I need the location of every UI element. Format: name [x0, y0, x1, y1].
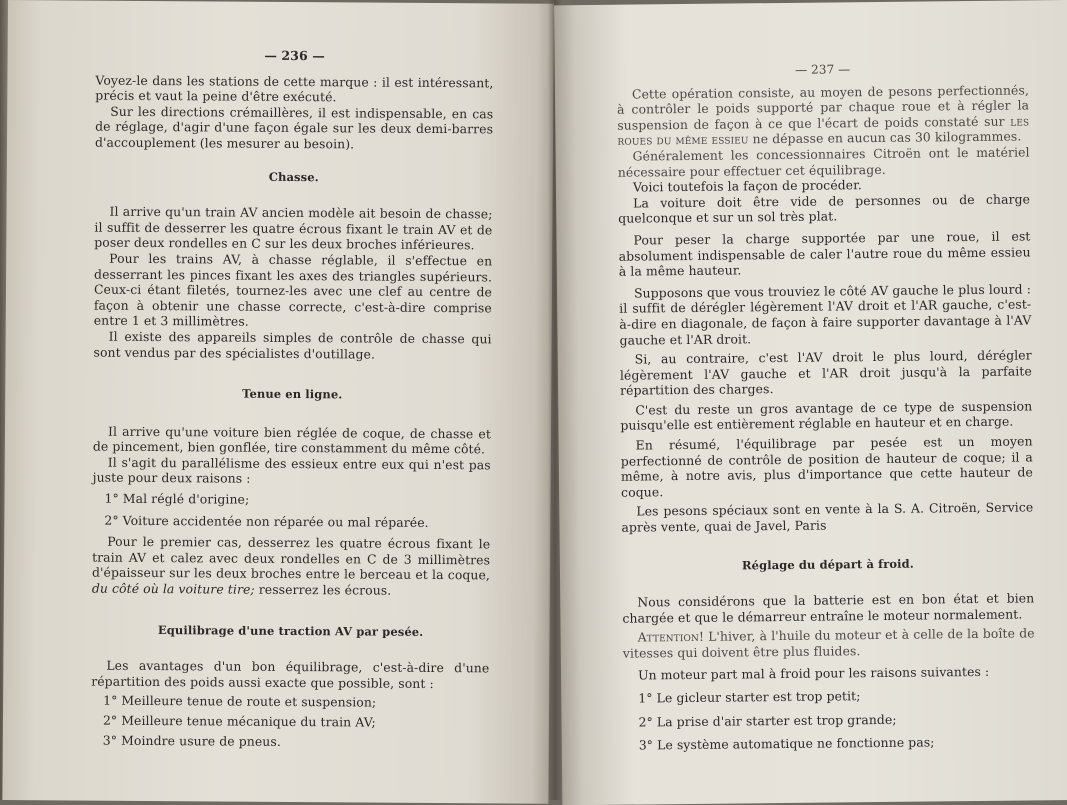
paragraph-text: Pour le premier cas, desserrez les quatre écrous fixant le train AV et calez avec deux rondelles en C de 3 millimètres d'épaisseur sur les deux broches entre le berceau et la coque,: [91, 533, 491, 583]
paragraph: En résumé, l'équilibrage par pesée est un moyen perfectionné de contrôle de position de hauteur de coque; il a même, à notre avis, plus d'importance que cette hauteur de coque.: [620, 433, 1034, 500]
list-item: 1° Mal réglé d'origine;: [104, 490, 250, 507]
paragraph-italic-text: du côté où la voiture tire;: [91, 580, 255, 597]
paragraph: Il arrive qu'un train AV ancien modèle ait besoin de chasse; il suffit de desserrer les quatre écrous fixant le train AV et de poser deux rondelles en C sur les deux broches inférieures.: [94, 203, 493, 253]
list-item: 1° Le gicleur starter est trop petit;: [638, 688, 861, 706]
paragraph: [623, 626, 1035, 662]
list-item: 1° Meilleure tenue de route et suspension;: [103, 693, 377, 710]
paragraph-text: L'hiver, à l'huile du moteur et à celle de la boîte de vitesses qui doivent être plus fluides.: [622, 625, 1035, 661]
paragraph: Sur les directions crémaillères, il est indispensable, en cas de réglage, d'agir d'une façon égale sur les deux demi-barres d'accouplement (les mesurer au besoin).: [94, 103, 494, 152]
paragraph: [92, 534, 490, 599]
right-page: [554, 0, 1067, 805]
paragraph-text: Cette opération consiste, au moyen de pesons perfectionnés, à contrôler le poids supporté par chaque roue et à régler la suspension de façon à ce que l'écart de poids constaté sur: [617, 81, 1030, 133]
paragraph: Voici toutefois la façon de procéder.: [632, 177, 862, 195]
paragraph: Il s'agit du parallélisme des essieux entre eux qui n'est pas juste pour deux raisons :: [92, 454, 491, 487]
paragraph: Supposons que vous trouviez le côté AV gauche le plus lourd : il suffit de dérégler légèrement l'AV droit et l'AR gauche, c'est-à-dire en diagonale, de façon à faire supporter davantage à l'AV gauche et l'AR droit.: [619, 281, 1032, 348]
paragraph: Les pesons spéciaux sont en vente à la S. A. Citroën, Service après vente, quai de Javel, Paris: [621, 499, 1034, 535]
paragraph: Les avantages d'un bon équilibrage, c'est-à-dire d'une répartition des poids aussi exacte que possible, sont :: [91, 657, 490, 691]
paragraph: Il existe des appareils simples de contrôle de chasse qui sont vendus par des spécialistes d'outillage.: [93, 328, 492, 362]
paragraph: Un moteur part mal à froid pour les raisons suivantes :: [637, 663, 990, 683]
paragraph: La voiture doit être vide de personnes ou de charge quelconque et sur un sol très plat.: [618, 191, 1031, 227]
paragraph: [617, 82, 1030, 149]
paragraph: Généralement les concessionnaires Citroën ont le matériel nécessaire pour effectuer cet équilibrage.: [617, 144, 1030, 180]
paragraph-smallcaps-text: Attention!: [637, 629, 705, 645]
paragraph: Pour les trains AV, à chasse réglable, il s'effectue en desserrant les pinces fixant les axes des triangles supérieurs. Ceux-ci étant filetés, tournez-les avec une clef au centre de façon à obtenir une chasse correcte, c'est-à-dire comprise entre 1 et 3 millimètres.: [93, 250, 493, 330]
section-heading-tenue: Tenue en ligne.: [242, 386, 343, 402]
page-number-right: — 237 —: [795, 62, 851, 77]
paragraph-text: resserrez les écrous.: [258, 581, 392, 598]
paragraph-text: ne dépasse en aucun cas 30 kilogrammes.: [752, 128, 1022, 147]
section-heading-equilibrage: Equilibrage d'une traction AV par pesée.: [157, 622, 424, 639]
list-item: 2° Meilleure tenue mécanique du train AV;: [102, 712, 376, 730]
paragraph: C'est du reste un gros avantage de ce type de suspension puisqu'elle est entièrement réglable en hauteur et en charge.: [620, 398, 1033, 434]
paragraph: Si, au contraire, c'est l'AV droit le plus lourd, dérégler légèrement l'AV gauche et l'AR droit jusqu'à la parfaite répartition des charges.: [619, 347, 1032, 398]
list-item: 2° La prise d'air starter est trop grande;: [638, 711, 897, 730]
left-page: [2, 0, 554, 804]
paragraph: Nous considérons que la batterie est en bon état et bien chargée et que le démarreur entraîne le moteur normalement.: [622, 590, 1035, 626]
paragraph-smallcaps-text: les roues du même essieu: [617, 113, 1030, 149]
section-heading-reglage: Réglage du départ à froid.: [741, 556, 914, 573]
paragraph: Il arrive qu'une voiture bien réglée de coque, de chasse et de pincement, bien gonflée, tire constamment du même côté.: [92, 423, 492, 457]
list-item: 3° Moindre usure de pneus.: [102, 732, 281, 749]
page-number-left: — 236 —: [264, 47, 325, 64]
paragraph: Pour peser la charge supportée par une roue, il est absolument indispensable de caler l'autre roue du même essieu à la même hauteur.: [618, 228, 1031, 279]
section-heading-chasse: Chasse.: [268, 169, 319, 184]
left-page-text: [91, 47, 494, 751]
list-item: 3° Le système automatique ne fonctionne pas;: [638, 734, 935, 753]
paragraph: Voyez-le dans les stations de cette marque : il est intéressant, précis et vaut la peine d'être exécuté.: [95, 72, 494, 105]
list-item: 2° Voiture accidentée non réparée ou mal réparée.: [104, 512, 429, 530]
right-page-text: [617, 60, 1036, 753]
